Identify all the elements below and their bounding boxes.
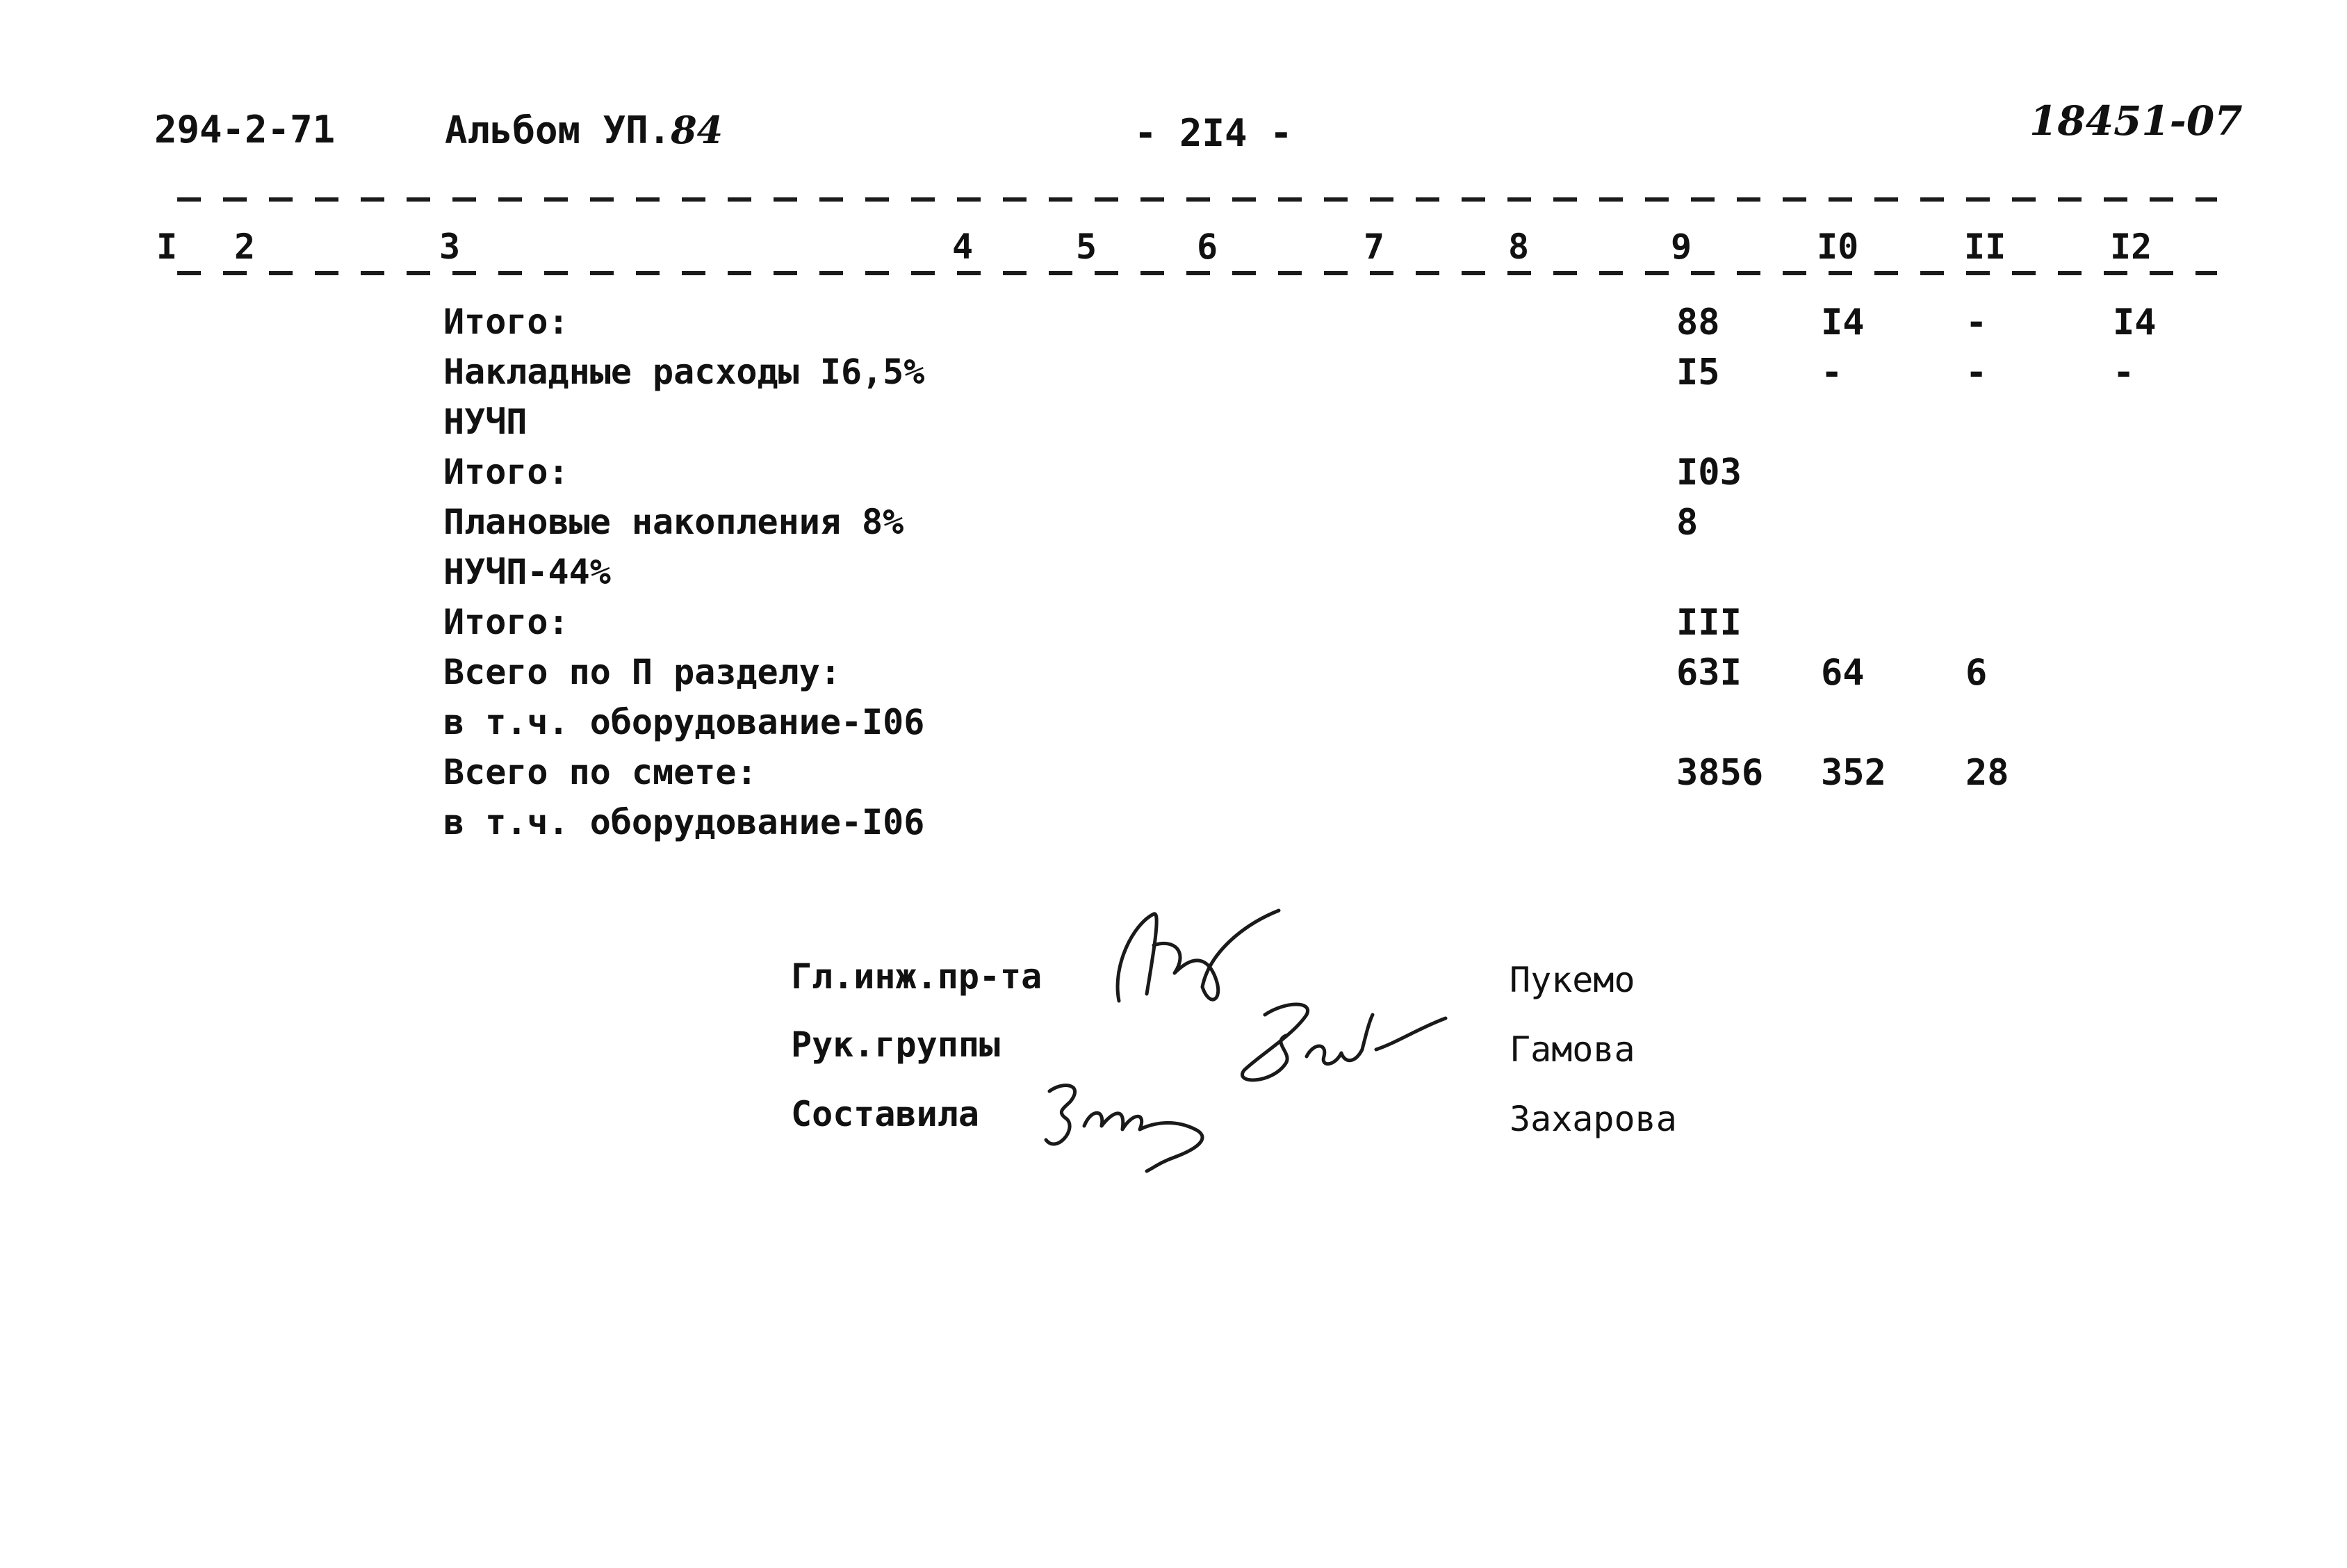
- signature-name-chief-engineer: Пукемо: [1510, 960, 1635, 1000]
- row-label: Всего по П разделу:: [443, 652, 841, 692]
- row-label: НУЧП-44%: [443, 552, 611, 592]
- column-header-7: 7: [1364, 227, 1385, 267]
- cell-col-10: 352: [1821, 752, 1886, 794]
- column-header-1: I: [156, 227, 178, 267]
- signature-role-compiled-by: Составила: [791, 1094, 979, 1134]
- row-label: Итого:: [443, 302, 569, 342]
- row-label: Итого:: [443, 602, 569, 642]
- column-header-9: 9: [1671, 227, 1692, 267]
- cell-col-11: 28: [1965, 752, 2009, 794]
- cell-col-9: I5: [1676, 352, 1720, 393]
- column-header-3: 3: [439, 227, 461, 267]
- column-header-2: 2: [234, 227, 256, 267]
- page-number: - 2I4 -: [1134, 111, 1293, 155]
- signature-role-group-lead: Рук.группы: [791, 1024, 1001, 1065]
- row-label: Накладные расходы I6,5%: [443, 352, 925, 392]
- handwritten-signature-group-lead: [1230, 987, 1459, 1091]
- signature-name-group-lead: Гамова: [1510, 1029, 1635, 1070]
- cell-col-11: -: [1965, 352, 1988, 393]
- row-label: в т.ч. оборудование-I06: [443, 802, 925, 842]
- cell-col-9: III: [1676, 602, 1742, 644]
- column-header-12: I2: [2110, 227, 2152, 267]
- cell-col-11: -: [1965, 302, 1988, 343]
- row-label: Итого:: [443, 452, 569, 492]
- cell-col-12: -: [2113, 352, 2135, 393]
- row-label: в т.ч. оборудование-I06: [443, 702, 925, 742]
- row-label: Плановые накопления 8%: [443, 502, 904, 542]
- document-code: 294-2-71: [154, 108, 336, 152]
- header-top-rule: [177, 197, 2217, 202]
- column-header-8: 8: [1508, 227, 1530, 267]
- album-prefix: Альбом УП.: [445, 108, 671, 152]
- column-header-11: II: [1964, 227, 2006, 267]
- column-header-4: 4: [952, 227, 974, 267]
- column-header-6: 6: [1197, 227, 1218, 267]
- cell-col-9: 8: [1676, 502, 1699, 544]
- row-label: Всего по смете:: [443, 752, 758, 792]
- album-label: [445, 108, 723, 152]
- row-label: НУЧП: [443, 402, 528, 442]
- cell-col-10: -: [1821, 352, 1843, 393]
- cell-col-9: 3856: [1676, 752, 1764, 794]
- cell-col-12: I4: [2113, 302, 2157, 343]
- column-header-10: I0: [1817, 227, 1859, 267]
- cell-col-11: 6: [1965, 652, 1988, 694]
- cell-col-10: I4: [1821, 302, 1865, 343]
- header-bottom-rule: [177, 271, 2217, 275]
- cell-col-9: 88: [1676, 302, 1720, 343]
- signature-role-chief-engineer: Гл.инж.пр-та: [791, 956, 1042, 997]
- column-header-5: 5: [1076, 227, 1097, 267]
- cell-col-9: 63I: [1676, 652, 1742, 694]
- cell-col-9: I03: [1676, 452, 1742, 493]
- signature-name-compiled-by: Захарова: [1510, 1099, 1677, 1139]
- archive-stamp-number: 18451-07: [2029, 97, 2243, 145]
- cell-col-10: 64: [1821, 652, 1865, 694]
- album-number: 84: [671, 108, 723, 152]
- handwritten-signature-compiled-by: [1036, 1070, 1244, 1175]
